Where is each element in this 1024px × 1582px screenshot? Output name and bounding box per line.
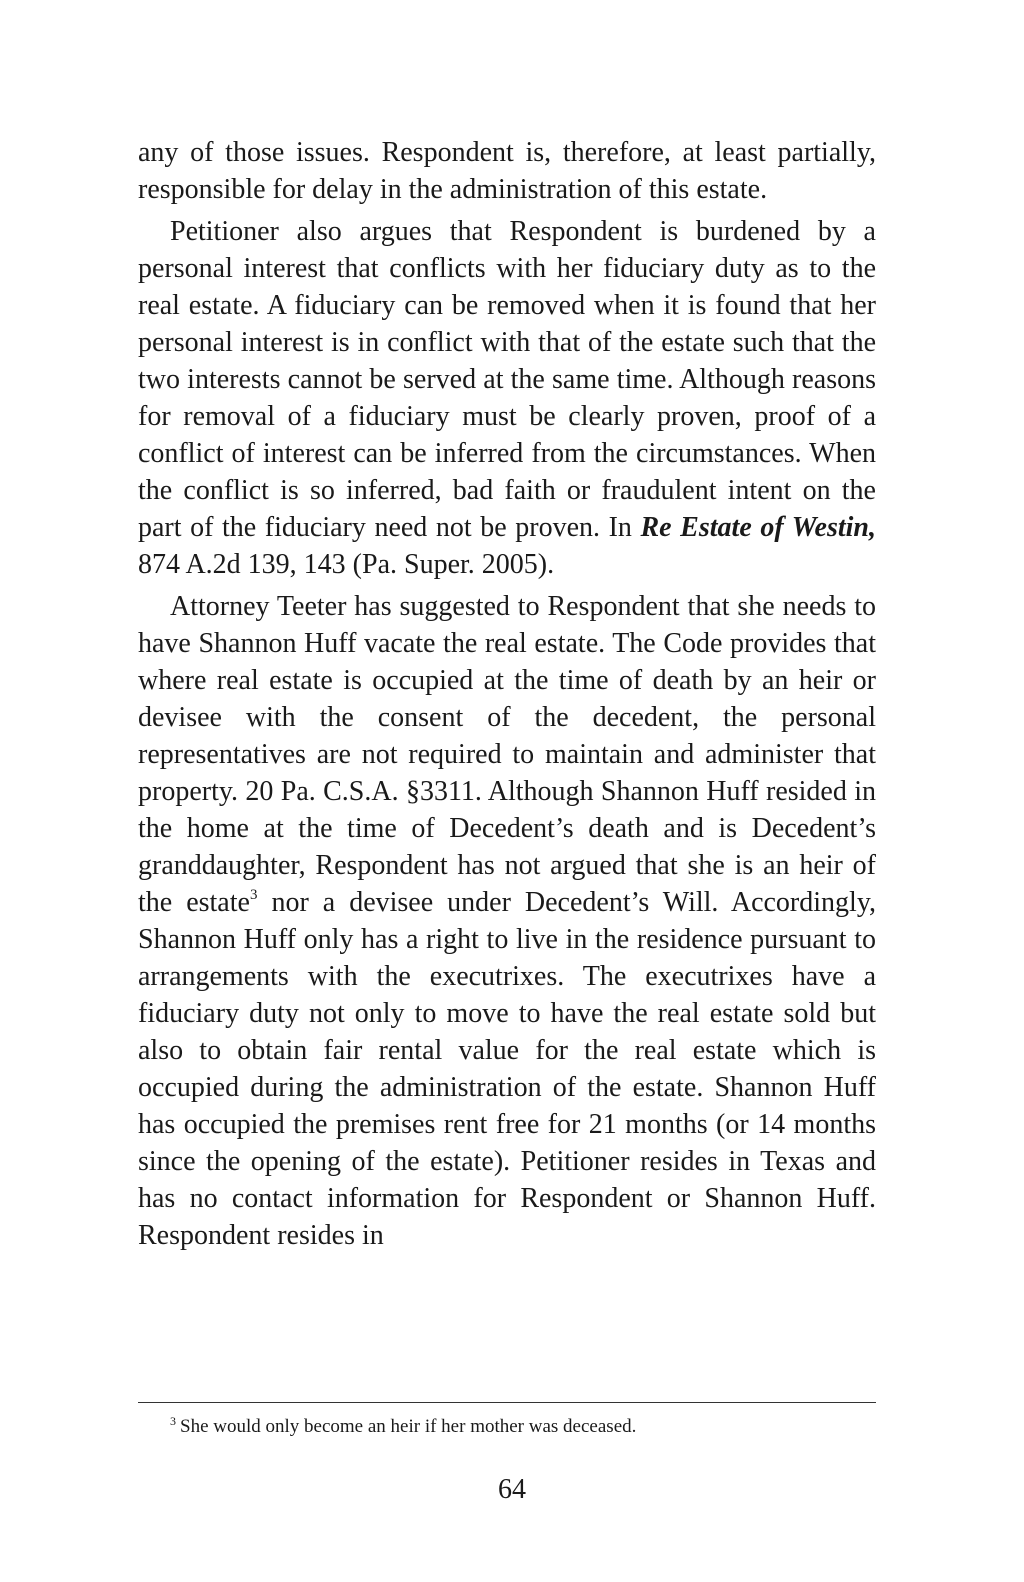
case-citation: Re Estate of Westin,: [640, 512, 876, 543]
footnote-divider: [138, 1402, 876, 1403]
paragraph-text: Attorney Teeter has suggested to Respondent that she needs to have Shannon Huff vacate the real estate. The Code provides that where real estate is occupied at the time of death by an heir or devisee with the consent of the decedent, the personal representatives are not required to maintain and administer that property. 20 Pa. C.S.A. §3311. Although Shannon Huff resided in the home at the time of Decedent’s death and is Decedent’s granddaughter, Respondent has not argued that she is an heir of the estate: [138, 591, 876, 918]
footnote-number: 3: [170, 1413, 176, 1428]
paragraph-continuation: [138, 134, 876, 208]
citation-reporter: 874 A.2d 139, 143 (Pa. Super. 2005).: [138, 549, 555, 580]
paragraph-text-continued: nor a devisee under Decedent’s Will. Accordingly, Shannon Huff only has a right to live in the residence pursuant to arrangements with the executrixes. The executrixes have a fiduciary duty not only to move to have the real estate sold but also to obtain fair rental value for the real estate which is occupied during the administration of the estate. Shannon Huff has occupied the premises rent free for 21 months (or 14 months since the opening of the estate). Petitioner resides in Texas and has no contact information for Respondent or Shannon Huff. Respondent resides in: [138, 887, 876, 1251]
page-number: 64: [498, 1474, 526, 1505]
document-body: [138, 134, 876, 1254]
footnote-reference[interactable]: 3: [249, 886, 258, 903]
paragraph-conflict-of-interest: [138, 213, 876, 583]
paragraph-text: Petitioner also argues that Respondent is burdened by a personal interest that conflicts with her fiduciary duty as to the real estate. A fiduciary can be removed when it is found that her personal interest is in conflict with that of the estate such that the two interests cannot be served at the same time. Although reasons for removal of a fiduciary must be clearly proven, proof of a conflict of interest can be inferred from the circumstances. When the conflict is so inferred, bad faith or fraudulent intent on the part of the fiduciary need not be proven. In: [138, 216, 876, 543]
footnote-text: She would only become an heir if her mother was deceased.: [180, 1416, 637, 1437]
paragraph-text: any of those issues. Respondent is, therefore, at least partially, responsible for delay in the administration of this estate.: [138, 137, 876, 205]
paragraph-real-estate: [138, 588, 876, 1254]
footnote: [170, 1414, 876, 1440]
